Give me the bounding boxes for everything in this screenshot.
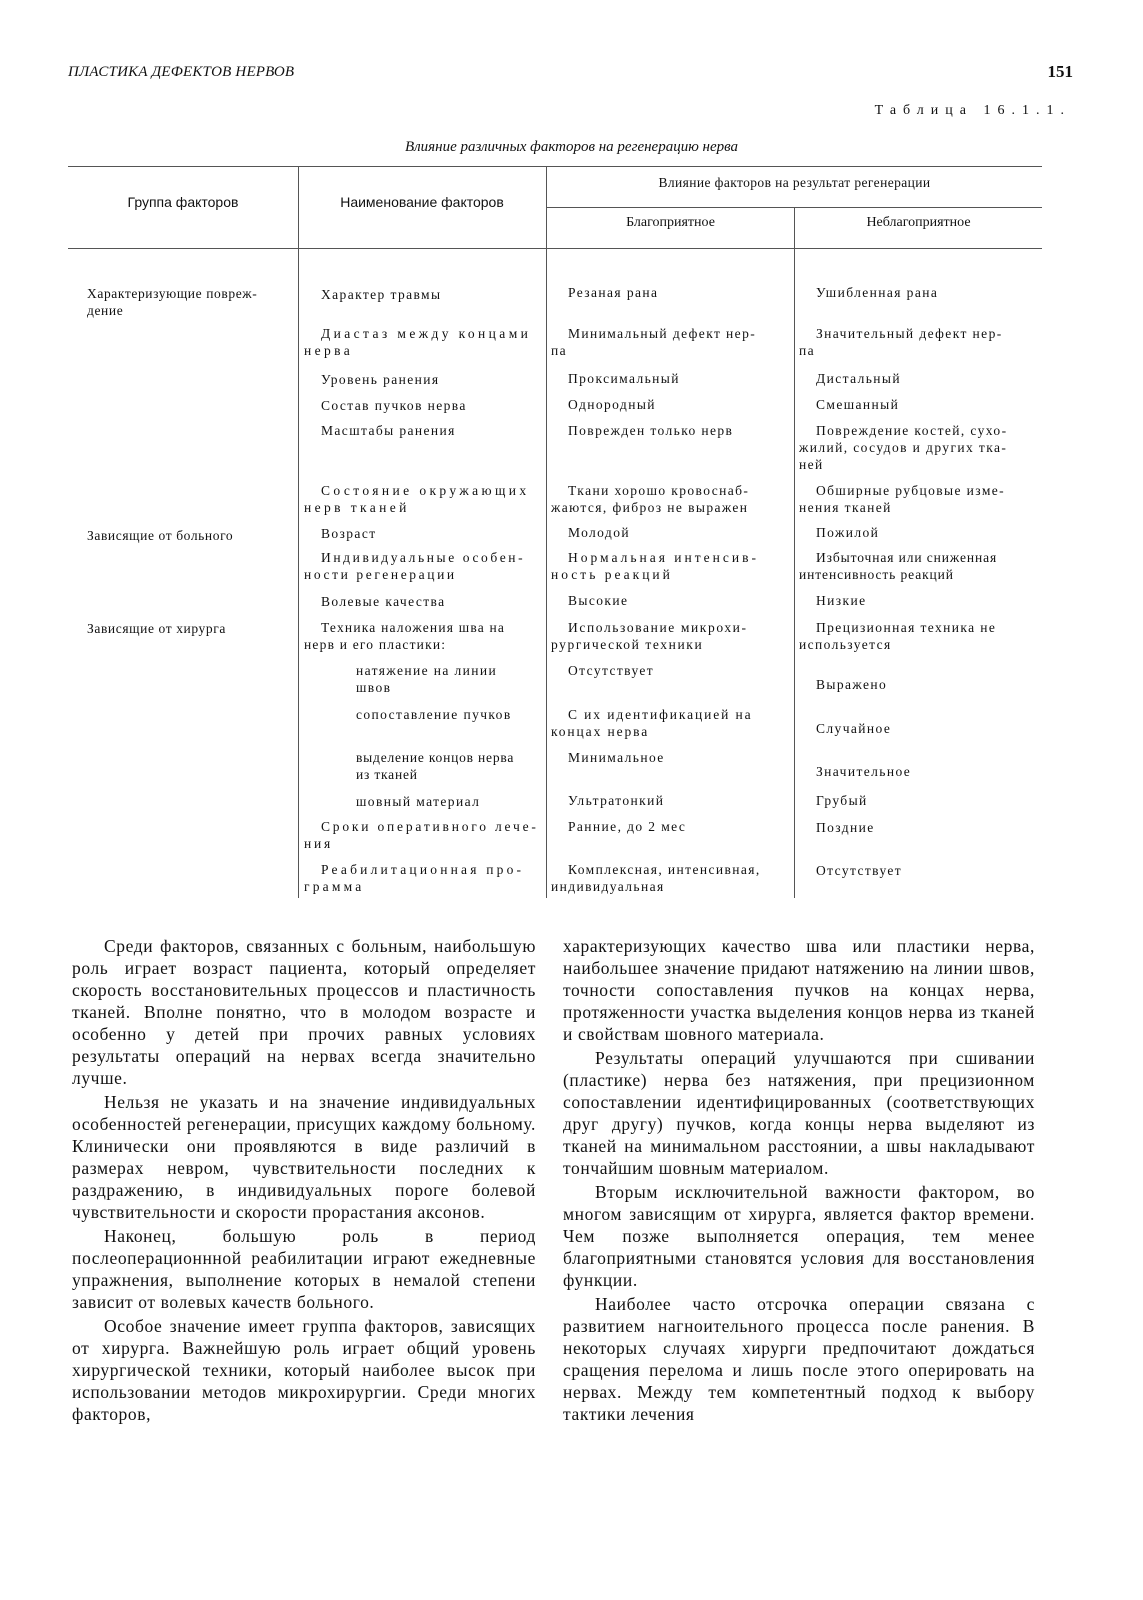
header-effect: Влияние факторов на результат регенерации	[658, 175, 931, 190]
header-bottom-rule	[68, 248, 1042, 249]
favorable-cell: Отсутствует	[568, 663, 655, 678]
unfavorable-cell: Значительное	[816, 764, 912, 779]
factor-name: Характер травмы	[321, 287, 442, 302]
unfavorable-cell: Избыточная или сниженная интенсивность реакций	[799, 550, 998, 582]
unfavorable-cell: Прецизионная техника не используется	[799, 620, 997, 652]
group-label: Зависящие от больного	[87, 528, 234, 543]
favorable-cell: Ранние, до 2 мес	[568, 819, 687, 834]
favorable-cell: Минимальный дефект нер- па	[551, 326, 757, 358]
running-title: ПЛАСТИКА ДЕФЕКТОВ НЕРВОВ	[68, 64, 295, 80]
unfavorable-cell: Повреждение костей, сухо- жилий, сосудов и других тка- ней	[799, 423, 1008, 472]
favorable-cell: Использование микрохи- рургической техники	[551, 620, 748, 652]
table-caption: Влияние различных факторов на регенерацию нерва	[404, 139, 739, 155]
factor-name: Состояние окружающих нерв тканей	[304, 483, 530, 515]
favorable-cell: Резаная рана	[568, 285, 659, 300]
unfavorable-cell: Значительный дефект нер- па	[799, 326, 1003, 358]
factor-subitem: натяжение на линии швов	[356, 663, 498, 695]
factor-subitem: выделение концов нерва из тканей	[356, 750, 515, 782]
factor-name: Волевые качества	[321, 594, 446, 609]
table-top-rule	[68, 166, 1042, 167]
favorable-cell: Минимальное	[568, 750, 665, 765]
unfavorable-cell: Выражено	[816, 677, 888, 692]
favorable-cell: Проксимальный	[568, 371, 680, 386]
unfavorable-cell: Низкие	[816, 593, 867, 608]
body-column-right	[563, 935, 1035, 1427]
paragraph: Вторым исключительной важности фактором, во многом зависящим от хирурга, является фактор времени. Чем позже выполняется операция, тем менее благоприятными становятся условия для восстановления функции.	[563, 1182, 1035, 1290]
paragraph: Наиболее часто отсрочка операции связана с развитием нагноительного процесса после ранения. В некоторых случаях хирурги предпочитают дождаться сращения перелома и лишь после этого оперировать на нервах. Между тем компетентный подход к выбору тактики лечения	[563, 1294, 1035, 1424]
factor-name: Реабилитационная про- грамма	[304, 862, 525, 894]
favorable-cell: Поврежден только нерв	[568, 423, 734, 438]
paragraph: характеризующих качество шва или пластики нерва, наибольшее значение придают натяжению на линии швов, точности сопоставления пучков на концах нерва, протяженности участка выделения концов нерва из тканей и свойствам шовного материала.	[563, 936, 1035, 1044]
factor-name: Техника наложения шва на нерв и его пластики:	[304, 620, 506, 652]
unfavorable-cell: Дистальный	[816, 371, 902, 386]
unfavorable-cell: Случайное	[816, 721, 892, 736]
body-column-left	[72, 935, 536, 1427]
factor-name: Уровень ранения	[321, 372, 440, 387]
unfavorable-cell: Грубый	[816, 793, 868, 808]
factor-name: Масштабы ранения	[321, 423, 456, 438]
favorable-cell: Комплексная, интенсивная, индивидуальная	[551, 862, 761, 894]
column-divider	[546, 166, 547, 898]
paragraph: Наконец, большую роль в период послеоперационнной реабилитации играют ежедневные упражнения, выполнение которых в немалой степени зависит от волевых качеств больного.	[72, 1226, 536, 1312]
unfavorable-cell: Отсутствует	[816, 863, 903, 878]
factor-name: Индивидуальные особен- ности регенерации	[304, 550, 526, 582]
favorable-cell: Ткани хорошо кровоснаб- жаются, фиброз не выражен	[551, 483, 750, 515]
paragraph: Особое значение имеет группа факторов, зависящих от хирурга. Важнейшую роль играет общий уровень хирургической техники, который наиболее высок при использовании методов микрохирургии. Среди многих факторов,	[72, 1316, 536, 1424]
group-label: Характеризующие повреж- дение	[87, 286, 258, 318]
favorable-cell: Однородный	[568, 397, 656, 412]
group-label: Зависящие от хирурга	[87, 621, 226, 636]
unfavorable-cell: Поздние	[816, 820, 875, 835]
paragraph: Нельзя не указать и на значение индивидуальных особенностей регенерации, присущих каждому больному. Клинически они проявляются в виде различий в размерах невром, чувствительности последних к раздражению, в индивидуальных пороге болевой чувствительности и скорости прорастания аксонов.	[72, 1092, 536, 1222]
favorable-cell: С их идентификацией на концах нерва	[551, 707, 753, 739]
header-name: Наименование факторов	[340, 194, 504, 210]
factor-name: Состав пучков нерва	[321, 398, 467, 413]
table-label: Таблица 16.1.1.	[874, 103, 1071, 118]
paragraph: Среди факторов, связанных с больным, наибольшую роль играет возраст пациента, который определяет скорость восстановительных процессов и пластичность тканей. Вполне понятно, что в молодом возрасте и особенно у детей при прочих равных условиях результаты операций на нервах всегда значительно лучше.	[72, 936, 536, 1088]
column-divider	[794, 207, 795, 898]
favorable-cell: Ультратонкий	[568, 793, 665, 808]
unfavorable-cell: Пожилой	[816, 525, 880, 540]
factor-name: Диастаз между концами нерва	[304, 326, 532, 358]
header-unfavorable: Неблагоприятное	[866, 215, 971, 230]
paragraph: Результаты операций улучшаются при сшивании (пластике) нерва без натяжения, при прецизионном сопоставлении идентифицированных (соответствующих друг другу) пучков, когда концы нерва выделяют из тканей на минимальном расстоянии, а швы накладывают тончайшим шовным материалом.	[563, 1048, 1035, 1178]
factor-name: Сроки оперативного лече- ния	[304, 819, 539, 851]
factor-name: Возраст	[321, 526, 377, 541]
header-favorable: Благоприятное	[626, 215, 715, 230]
unfavorable-cell: Смешанный	[816, 397, 900, 412]
factor-subitem: шовный материал	[356, 794, 481, 809]
favorable-cell: Нормальная интенсив- ность реакций	[551, 550, 759, 582]
header-group: Группа факторов	[127, 194, 239, 210]
favorable-cell: Высокие	[568, 593, 629, 608]
unfavorable-cell: Ушибленная рана	[816, 285, 939, 300]
unfavorable-cell: Обширные рубцовые изме- нения тканей	[799, 483, 1006, 515]
page-number: 151	[1047, 62, 1073, 81]
column-divider	[298, 166, 299, 898]
favorable-cell: Молодой	[568, 525, 630, 540]
factor-subitem: сопоставление пучков	[356, 707, 512, 722]
